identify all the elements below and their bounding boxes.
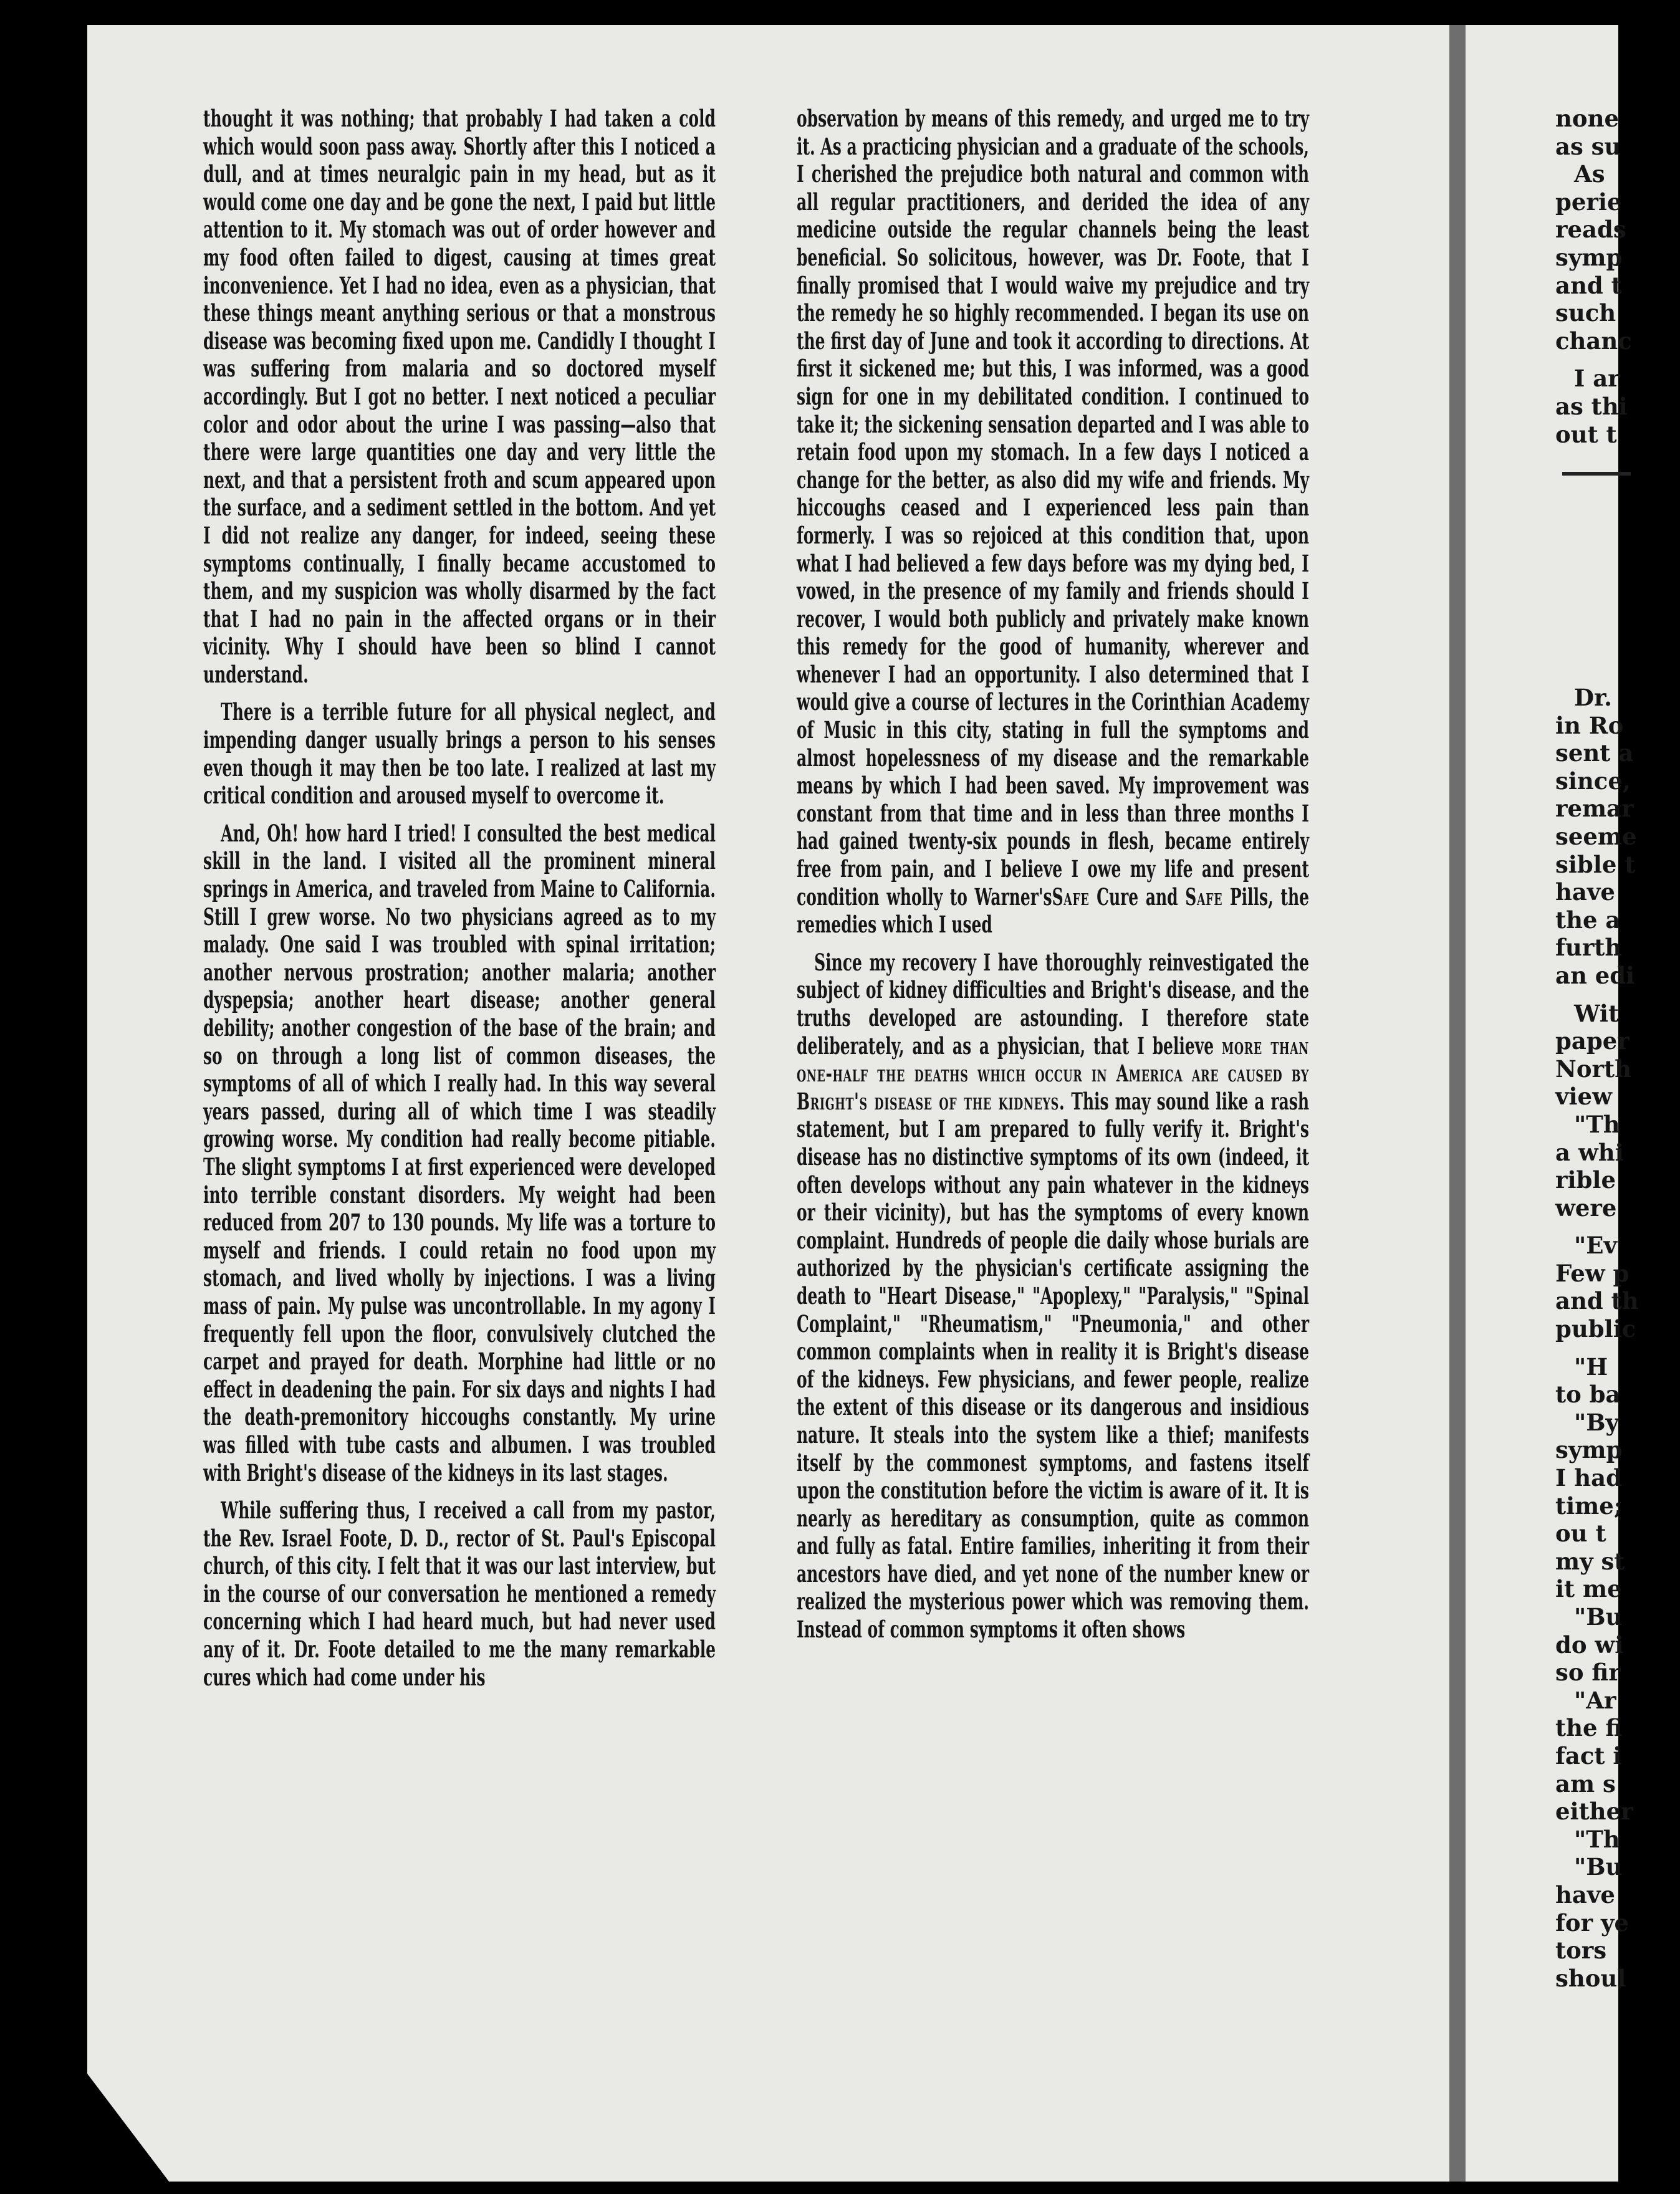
paragraph: While suffering thus, I received a call from my pastor, the Rev. Israel Foote, D. D., rector of St. Paul's Episcopal church, of this city. I felt that it was our last interview, but in the course of our conversation he mentioned a remedy concerning which I had heard much, but had never used any of it. Dr. Foote detailed to me the many remarkable cures which had come under his [203, 1497, 716, 1691]
text-fragment: symp [1555, 1436, 1623, 1464]
text-fragment: for ye [1555, 1909, 1630, 1937]
text-fragment: as su [1555, 132, 1621, 160]
text-fragment: ou t [1555, 1520, 1606, 1548]
text-fragment: "Th [1574, 1825, 1620, 1853]
text-fragment: "H [1574, 1353, 1608, 1381]
text-fragment: and t [1555, 271, 1622, 299]
text-fragment: to ba [1555, 1381, 1621, 1409]
text-fragment: "Th [1574, 1110, 1620, 1138]
text-fragment: public [1555, 1315, 1636, 1343]
text-fragment: have [1555, 1880, 1615, 1909]
column-middle [797, 105, 1309, 1975]
text-fragment: none [1555, 105, 1620, 132]
text-fragment: Few p [1555, 1259, 1630, 1287]
text-fragment: sible t [1555, 850, 1636, 878]
text-fragment: perie [1555, 188, 1622, 216]
text-fragment: "Ar [1574, 1686, 1616, 1714]
text-fragment: North [1555, 1055, 1631, 1083]
text-fragment: paper [1555, 1027, 1630, 1055]
paragraph: And, Oh! how hard I tried! I consulted the best medical skill in the land. I visited all the prominent mineral springs in America, and traveled from Maine to California. Still I grew worse. No two physicians agreed as to my malady. One said I was troubled with spinal irritation; another nervous prostration; another malaria; another dyspepsia; another heart disease; another general debility; another congestion of the base of the brain; and so on through a long list of common diseases, the symptoms of all of which I really had. In this way several years passed, during all of which time I was steadily growing worse. My condition had really become pitiable. The slight symptoms I at first experienced were developed into terrible constant disorders. My weight had been reduced from 207 to 130 pounds. My life was a torture to myself and friends. I could retain no food upon my stomach, and lived wholly by injections. I was a living mass of pain. My pulse was uncontrollable. In my agony I frequently fell upon the floor, convulsively clutched the carpet and prayed for death. Morphine had little or no effect in deadening the pain. For six days and nights I had the death-premonitory hiccoughs constantly. My urine was filled with tube casts and albumen. I was troubled with Bright's disease of the kidneys in its last stages. [203, 819, 716, 1487]
text-fragment: since, [1555, 767, 1631, 795]
text-fragment: my st [1555, 1547, 1625, 1575]
text-fragment: the a [1555, 906, 1621, 934]
text-fragment: shoul [1555, 1964, 1626, 1992]
text-fragment: chanc [1555, 327, 1632, 355]
text-fragment: either [1555, 1798, 1633, 1826]
text-fragment: do wi [1555, 1631, 1624, 1659]
text-fragment: so fir [1555, 1659, 1621, 1687]
text-fragment: I had [1555, 1464, 1622, 1492]
section-rule [1562, 472, 1631, 476]
text-fragment: tors [1555, 1937, 1607, 1965]
text-fragment: have [1555, 878, 1615, 906]
text-fragment: As [1574, 160, 1605, 188]
text-fragment: were [1555, 1194, 1617, 1222]
text-fragment: time; [1555, 1492, 1623, 1520]
text-fragment: the fi [1555, 1714, 1623, 1742]
text-fragment: I ar [1574, 365, 1620, 393]
text-fragment: seeme [1555, 822, 1637, 850]
text-fragment: "Bu [1574, 1603, 1623, 1631]
text-fragment: "Bu [1574, 1853, 1623, 1881]
text-fragment: "By [1574, 1408, 1620, 1436]
paragraph: observation by means of this remedy, and urged me to try it. As a practicing physician and a graduate of the schools, I cherished the prejudice both natural and common with all regular practitioners, and derided the idea of any medicine outside the regular channels being the least beneficial. So solicitous, however, was Dr. Foote, that I finally promised that I would waive my prejudice and try the remedy he so highly recommended. I began its use on the first day of June and took it according to directions. At first it sickened me; but this, I was informed, was a good sign for one in my debilitated condition. I continued to take it; the sickening sensation departed and I was able to retain food upon my stomach. In a few days I noticed a change for the better, as also did my wife and friends. My hiccoughs ceased and I experienced less pain than formerly. I was so rejoiced at this condition that, upon what I had believed a few days before was my dying bed, I vowed, in the presence of my family and friends should I recover, I would both publicly and privately make known this remedy for the good of humanity, wherever and whenever I had an opportunity. I also determined that I would give a course of lectures in the Corinthian Academy of Music in this city, stating in full the symptoms and almost hopelessness of my disease and the remarkable means by which I had been saved. My improvement was constant from that time and in less than three months I had gained twenty-six pounds in flesh, became entirely free from pain, and I believe I owe my life and present condition wholly to Warner'sSafe Cure and Safe Pills, the remedies which I used [797, 105, 1309, 939]
text-fragment: furth [1555, 934, 1622, 962]
text-fragment: it me [1555, 1575, 1622, 1603]
text-fragment: symp [1555, 243, 1623, 271]
text-fragment: view [1555, 1083, 1612, 1111]
paragraph: Since my recovery I have thoroughly reinvestigated the subject of kidney difficulties and Bright's disease, and the truths developed are astounding. I therefore state deliberately, and as a physician, that I believe more than one-half the deaths which occur in America are caused by Bright's disease of the kidneys. This may sound like a rash statement, but I am prepared to fully verify it. Bright's disease has no distinctive symptoms of its own (indeed, it often develops without any pain whatever in the kidneys or their vicinity), but has the symptoms of every known complaint. Hundreds of people die daily whose burials are authorized by the physician's certificate assigning the death to "Heart Disease," "Apoplexy," "Paralysis," "Spinal Complaint," "Rheumatism," "Pneumonia," and other common complaints when in reality it is Bright's disease of the kidneys. Few physicians, and fewer people, realize the extent of this disease or its dangerous and insidious nature. It steals into the system like a thief; manifests itself by the commonest symptoms, and fastens itself upon the constitution before the victim is aware of it. It is nearly as hereditary as consumption, quite as common and fully as fatal. Entire families, inheriting it from their ancestors have died, and yet none of the number knew or realized the mysterious power which was removing them. Instead of common symptoms it often shows [797, 948, 1309, 1644]
text-fragment: am s [1555, 1770, 1616, 1798]
paragraph: There is a terrible future for all physical neglect, and impending danger usually brings a person to his senses even though it may then be too late. I realized at last my critical condition and aroused myself to overcome it. [203, 698, 716, 810]
text-fragment: out t [1555, 420, 1617, 448]
text-fragment: an edi [1555, 961, 1635, 989]
page-edge-shadow [1449, 25, 1466, 2182]
text-fragment: fact i [1555, 1741, 1622, 1770]
text-fragment: a whi [1555, 1138, 1624, 1166]
text-fragment: reads [1555, 216, 1626, 244]
text-fragment: Wit [1574, 999, 1620, 1027]
paragraph: thought it was nothing; that probably I had taken a cold which would soon pass away. Shortly after this I noticed a dull, and at times neuralgic pain in my head, but as it would come one day and be gone the next, I paid but little attention to it. My stomach was out of order however and my food often failed to digest, causing at times great inconvenience. Yet I had no idea, even as a physician, that these things meant anything serious or that a monstrous disease was becoming fixed upon me. Candidly I thought I was suffering from malaria and so doctored myself accordingly. But I got no better. I next noticed a peculiar color and odor about the urine I was passing—also that there were large quantities one day and very little the next, and that a persistent froth and scum appeared upon the surface, and a sediment settled in the bottom. And yet I did not realize any danger, for indeed, seeing these symptoms continually, I finally became accustomed to them, and my suspicion was wholly disarmed by the fact that I had no pain in the affected organs or in their vicinity. Why I should have been so blind I cannot understand. [203, 105, 716, 688]
column-left [203, 105, 716, 1975]
text-fragment: and th [1555, 1287, 1639, 1315]
right-column-top-fragments [1555, 105, 1680, 448]
text-fragment: remar [1555, 795, 1634, 823]
right-column-bottom-fragments [1555, 684, 1680, 1992]
text-fragment: Dr. [1574, 684, 1613, 711]
text-fragment: sent a [1555, 739, 1634, 767]
text-fragment: rible [1555, 1166, 1616, 1194]
text-fragment: such [1555, 299, 1616, 327]
text-fragment: in Ro [1555, 711, 1624, 739]
text-fragment: as thi [1555, 392, 1628, 420]
text-fragment: "Ev [1574, 1232, 1617, 1260]
